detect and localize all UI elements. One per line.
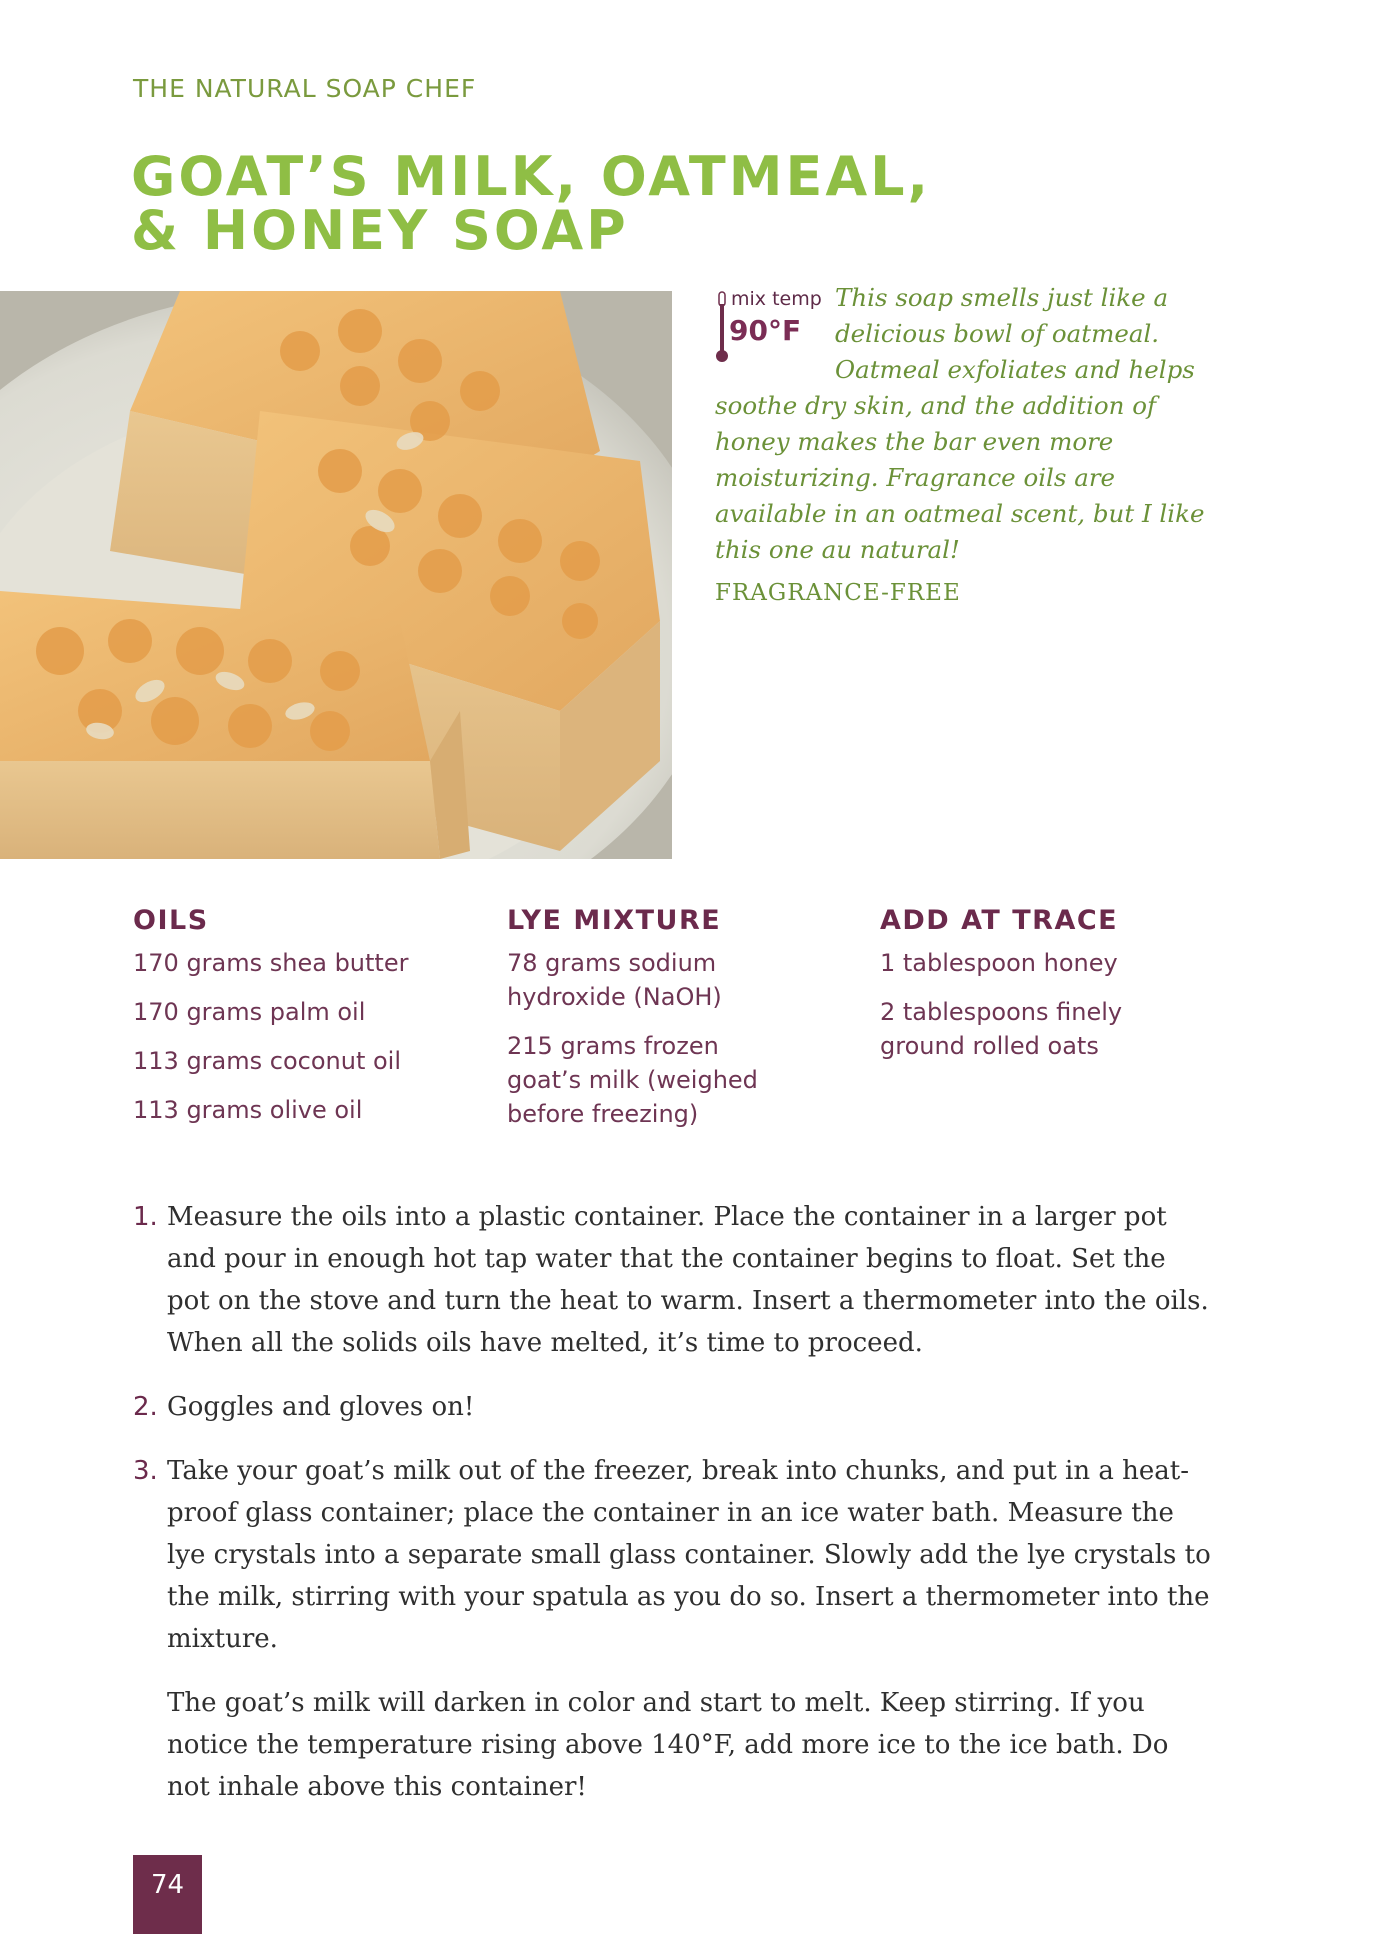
oils-item: 170 grams shea butter [133,949,409,977]
mix-temp-value: 90°F [729,314,802,347]
oils-item: 113 grams olive oil [133,1096,363,1124]
trace-item: 1 tablespoon honey [880,949,1118,977]
lye-item: 78 grams sodium hydroxide (NaOH) [507,949,722,1011]
page-number: 74 [133,1855,202,1934]
intro-body: This soap smells just like a delicious bowl of oatmeal. Oatmeal exfoliates and helps soothe dry skin, and the addition of honey makes the bar even more moisturizing. Fragrance oils are available in an oatmeal scent, but I like this one au natural! [715,283,1205,564]
oils-heading: OILS [133,905,209,936]
page-title [131,145,932,262]
trace-section [880,905,1180,1078]
fragrance-note: FRAGRANCE-FREE [715,580,961,606]
step-item [133,1386,1213,1428]
mix-temp-label: mix temp [731,288,822,310]
step-item [133,1450,1213,1808]
step-text: Measure the oils into a plastic container. Place the container in a larger pot and pour in enough hot tap water that the container begins to float. Set the pot on the stove and turn the heat to warm. Insert a thermometer into the oils. When all the solids oils have melted, it’s time to proceed. [167,1202,1209,1358]
title-line-1: GOAT’S MILK, OATMEAL, [131,145,932,208]
title-line-2: & HONEY SOAP [131,199,629,262]
soap-photo [0,291,672,859]
running-head: THE NATURAL SOAP CHEF [133,74,477,103]
trace-item: 2 tablespoons finely ground rolled oats [880,998,1123,1060]
step-text: Goggles and gloves on! [167,1392,475,1422]
step-item [133,1196,1213,1364]
oils-item: 170 grams palm oil [133,998,366,1026]
trace-heading: ADD AT TRACE [880,905,1119,936]
step-number: 3. [133,1456,158,1486]
intro-text [715,280,1215,568]
step-text: Take your goat’s milk out of the freezer, break into chunks, and put in a heat-proof glass container; place the container in an ice water bath. Measure the lye crystals into a separate small glass container. Slowly add the lye crystals to the milk, stirring with your spatula as you do so. Insert a thermometer into the mixture. [167,1456,1211,1654]
step-text: The goat’s milk will darken in color and start to melt. Keep stirring. If you notice the temperature rising above 140°F, add more ice to the ice bath. Do not inhale above this container! [167,1688,1169,1802]
lye-heading: LYE MIXTURE [507,905,722,936]
lye-item: 215 grams frozen goat’s milk (weighed before freezing) [507,1032,758,1128]
oils-section [133,905,473,1142]
soap-illustration [0,291,672,859]
step-number: 1. [133,1202,158,1232]
lye-section [507,905,777,1146]
step-number: 2. [133,1392,158,1422]
oils-item: 113 grams coconut oil [133,1047,401,1075]
instruction-steps [133,1196,1213,1830]
